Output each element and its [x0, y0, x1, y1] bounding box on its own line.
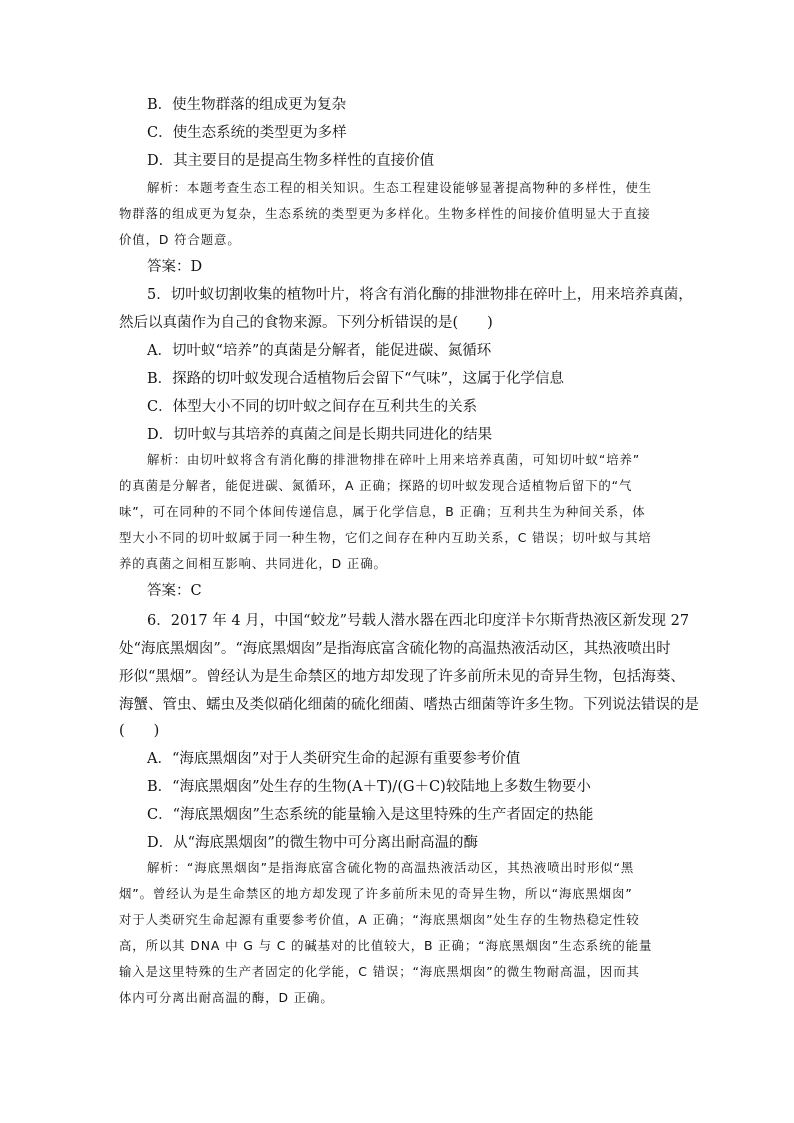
q6-explanation-line: 烟”。曾经认为是生命禁区的地方却发现了许多前所未见的奇异生物，所以“海底黑烟囱” [119, 886, 633, 901]
q5-answer: 答案：C [147, 583, 202, 599]
q6-option-b: B．“海底黑烟囱”处生存的生物(A＋T)/(G＋C)较陆地上多数生物要小 [147, 779, 591, 795]
q5-explanation-line: 解析：由切叶蚁将含有消化酶的排泄物排在碎叶上用来培养真菌，可知切叶蚁“培养” [147, 452, 641, 467]
q5-option-c: C．体型大小不同的切叶蚁之间存在互利共生的关系 [147, 399, 478, 415]
q4-option-c: C．使生态系统的类型更为多样 [147, 125, 347, 141]
q5-explanation-line: 的真菌是分解者，能促进碳、氮循环，A 正确；探路的切叶蚁发现合适植物后留下的“气 [119, 478, 633, 493]
q6-stem-line: 6．2017 年 4 月，中国“蛟龙”号载人潜水器在西北印度洋卡尔斯背热液区新发现 27 [147, 613, 690, 629]
q6-explanation-line: 输入是这里特殊的生产者固定的化学能，C 错误；“海底黑烟囱”的微生物耐高温，因而其 [119, 964, 640, 979]
q4-answer: 答案：D [147, 259, 203, 275]
q5-explanation-line: 型大小不同的切叶蚁属于同一种生物，它们之间存在种内互助关系，C 错误；切叶蚁与其培 [119, 530, 652, 545]
q6-option-c: C．“海底黑烟囱”生态系统的能量输入是这里特殊的生产者固定的热能 [147, 807, 594, 823]
q6-stem-line: 处“海底黑烟囱”。“海底黑烟囱”是指海底富含硫化物的高温热液活动区，其热液喷出时 [119, 641, 671, 657]
q5-explanation-line: 味”，可在同种的不同个体间传递信息，属于化学信息，B 正确；互利共生为种间关系，体 [119, 504, 646, 519]
q5-option-a: A．切叶蚁“培养”的真菌是分解者，能促进碳、氮循环 [147, 343, 492, 359]
q6-option-a: A．“海底黑烟囱”对于人类研究生命的起源有重要参考价值 [147, 751, 521, 767]
q6-explanation-line: 对于人类研究生命起源有重要参考价值，A 正确；“海底黑烟囱”处生存的生物热稳定性较 [119, 912, 640, 927]
q4-option-b: B．使生物群落的组成更为复杂 [147, 97, 347, 113]
q4-option-d: D．其主要目的是提高生物多样性的直接价值 [147, 153, 435, 169]
q4-explanation-line: 价值，D 符合题意。 [119, 232, 241, 247]
q6-option-d: D．从“海底黑烟囱”的微生物中可分离出耐高温的酶 [147, 835, 478, 851]
q6-stem-line: 海蟹、管虫、蠕虫及类似硝化细菌的硫化细菌、嗜热古细菌等许多生物。下列说法错误的是 [119, 697, 699, 713]
q4-explanation-line: 解析：本题考查生态工程的相关知识。生态工程建设能够显著提高物种的多样性，使生 [147, 180, 653, 195]
q5-option-d: D．切叶蚁与其培养的真菌之间是长期共同进化的结果 [147, 427, 493, 443]
q5-explanation-line: 养的真菌之间相互影响、共同进化，D 正确。 [119, 556, 387, 571]
q6-stem-line: 形似“黑烟”。曾经认为是生命禁区的地方却发现了许多前所未见的奇异生物，包括海葵、 [119, 669, 685, 685]
q5-stem-line: 然后以真菌作为自己的食物来源。下列分析错误的是( ) [119, 315, 493, 331]
q4-explanation-line: 物群落的组成更为复杂，生态系统的类型更为多样化。生物多样性的间接价值明显大于直接 [119, 206, 651, 221]
q6-stem-line: ( ) [119, 723, 160, 739]
q6-explanation-line: 高，所以其 DNA 中 G 与 C 的碱基对的比值较大，B 正确；“海底黑烟囱”生态系统的能量 [119, 938, 653, 953]
q6-explanation-line: 解析：“海底黑烟囱”是指海底富含硫化物的高温热液活动区，其热液喷出时形似“黑 [147, 860, 635, 875]
q5-option-b: B．探路的切叶蚁发现合适植物后会留下“气味”，这属于化学信息 [147, 371, 564, 387]
q5-stem-line: 5．切叶蚁切割收集的植物叶片，将含有消化酶的排泄物排在碎叶上，用来培养真菌， [147, 287, 693, 303]
q6-explanation-line: 体内可分离出耐高温的酶，D 正确。 [119, 990, 334, 1005]
